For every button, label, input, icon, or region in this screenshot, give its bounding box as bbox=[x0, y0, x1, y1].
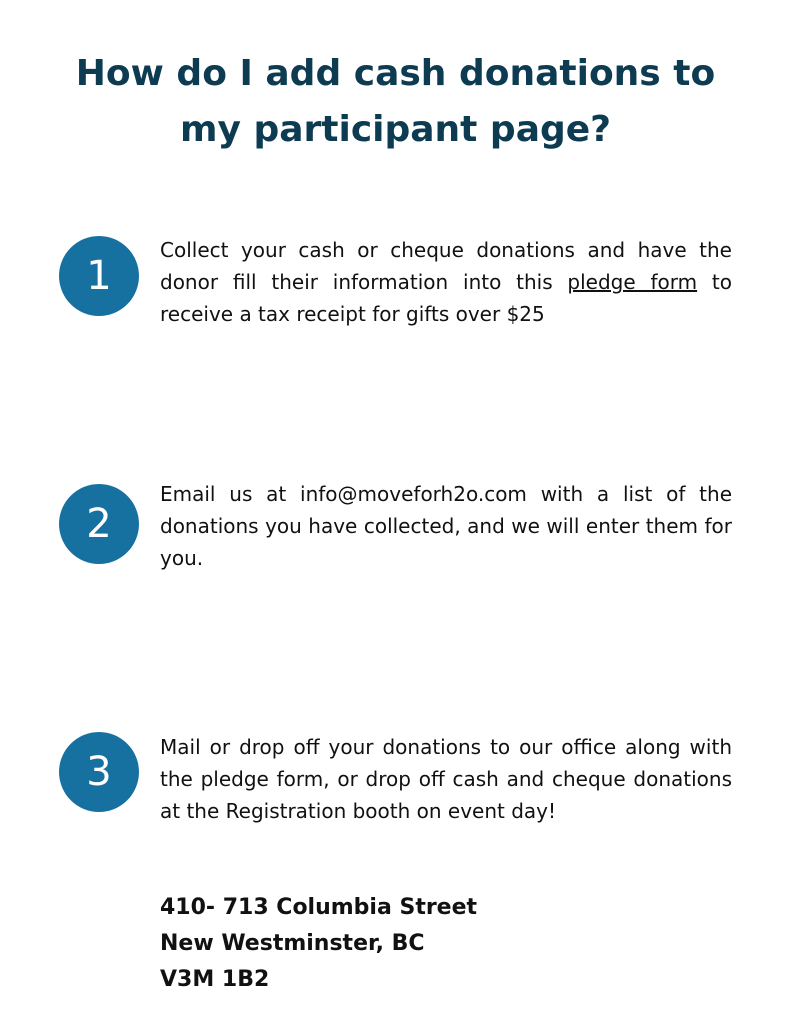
step-3-text: Mail or drop off your donations to our office along with the pledge form, or drop off cash and cheque donations at the Registration booth on event day! bbox=[160, 735, 732, 823]
address-postal-code: V3M 1B2 bbox=[160, 967, 270, 992]
step-1-text bbox=[160, 234, 732, 330]
page-title bbox=[30, 46, 761, 158]
address-street: 410- 713 Columbia Street bbox=[160, 895, 478, 920]
address-city: New Westminster, BC bbox=[160, 931, 425, 956]
pledge-form-link[interactable]: pledge form bbox=[567, 270, 698, 294]
page-title-line-2: my participant page? bbox=[179, 109, 612, 150]
step-1-text-before-link: Collect your cash or cheque donations and have the donor fill their information into this bbox=[160, 238, 732, 294]
step-1-text-after-link: to receive a tax receipt for gifts over $25 bbox=[160, 270, 732, 326]
office-address bbox=[160, 890, 477, 998]
step-2-number-badge: 2 bbox=[59, 484, 139, 564]
step-2-text: Email us at info@moveforh2o.com with a list of the donations you have collected, and we will enter them for you. bbox=[160, 482, 732, 570]
page-title-line-1: How do I add cash donations to bbox=[75, 53, 716, 94]
step-1-number-badge: 1 bbox=[59, 236, 139, 316]
step-3-number-badge: 3 bbox=[59, 732, 139, 812]
